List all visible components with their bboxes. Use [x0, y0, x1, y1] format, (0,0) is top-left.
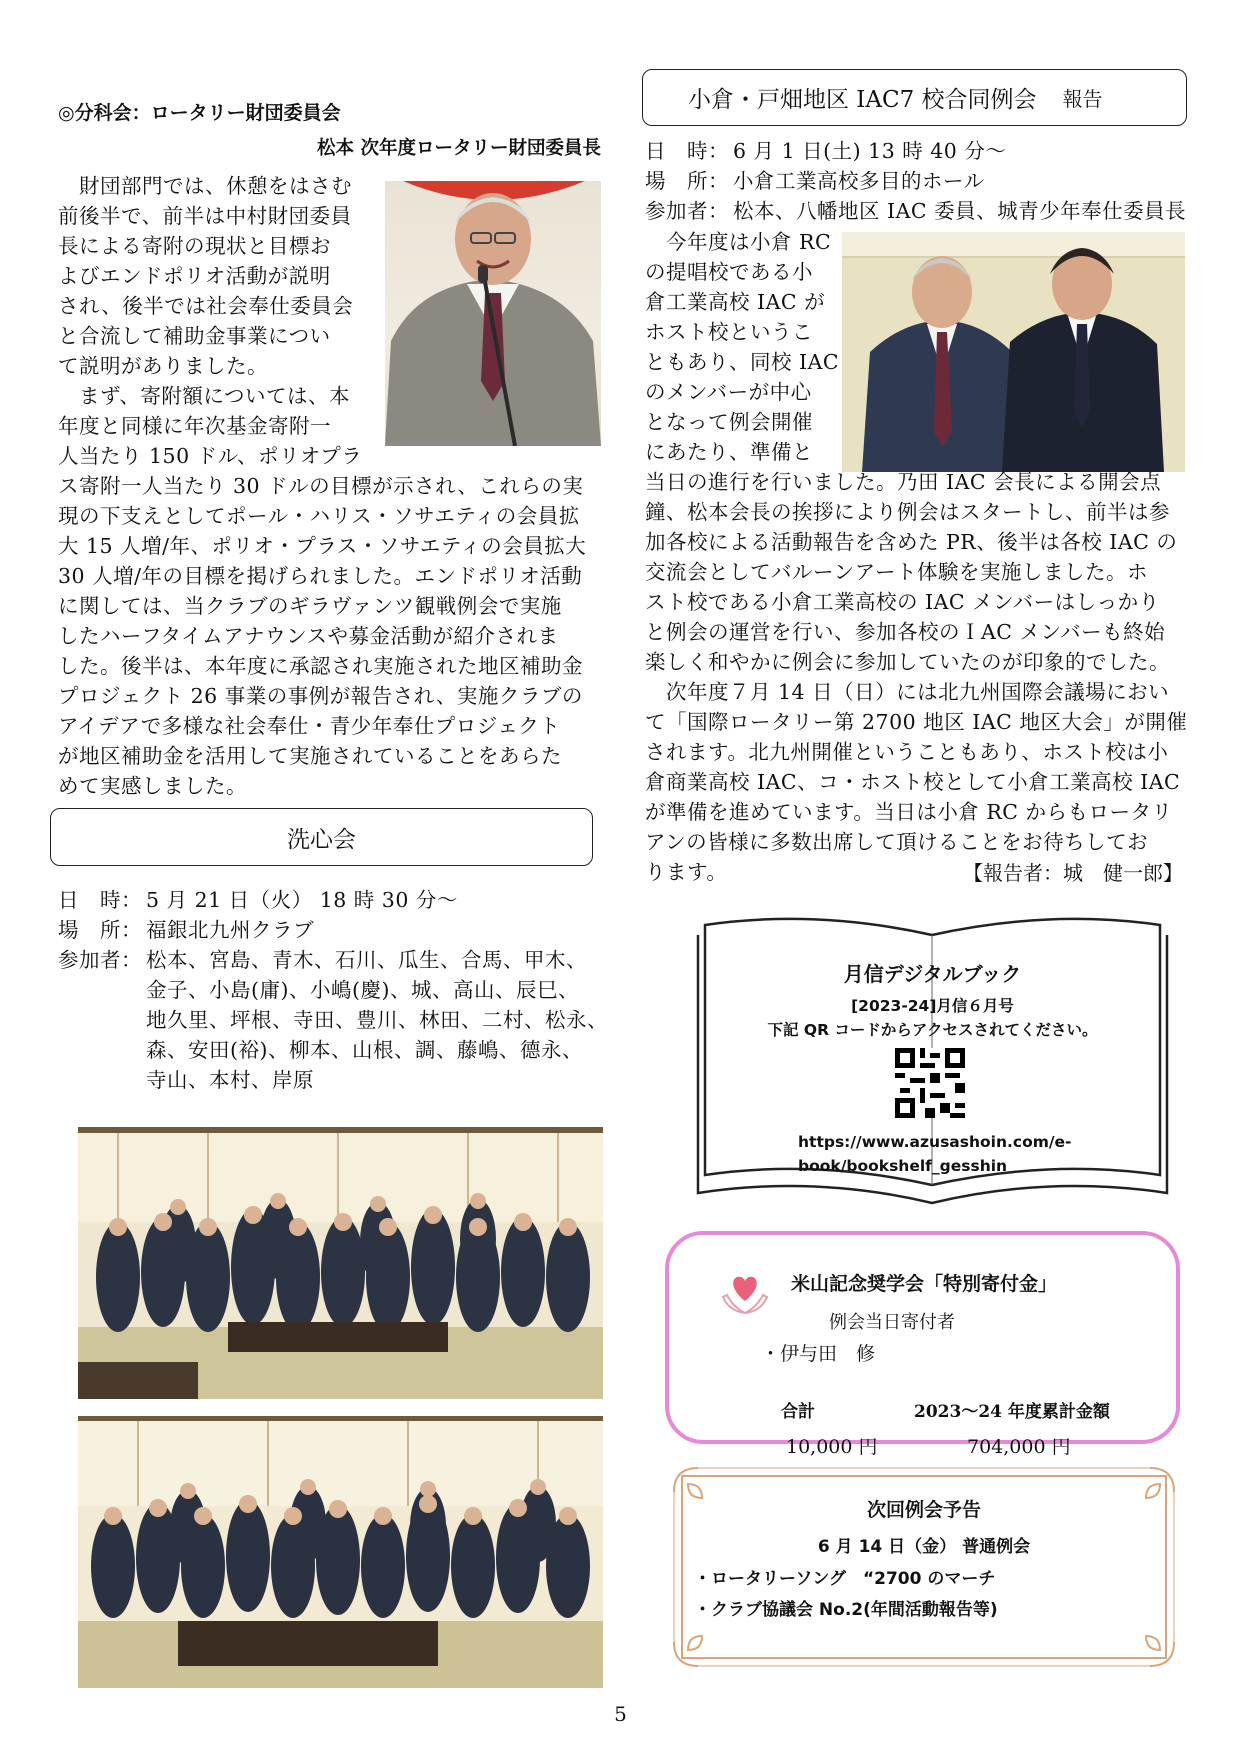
text-line: 人当たり 150 ドル、ポリオプラ: [58, 444, 363, 468]
place-label: 場 所：: [58, 918, 142, 942]
text-line: 年度と同様に年次基金寄附一: [58, 414, 331, 438]
scholarship-title: 米山記念奨学会「特別寄付金」: [791, 1273, 1058, 1295]
iac-photo: [842, 232, 1185, 472]
text-line: よびエンドポリオ活動が説明: [58, 264, 331, 288]
next-meeting-item: ・クラブ協議会 No.2(年間活動報告等): [694, 1600, 998, 1620]
total-value: 10,000 円: [786, 1436, 878, 1458]
text-line: ス寄附一人当たり 30 ドルの目標が示され、これらの実: [58, 474, 584, 498]
text-line: となって例会開催: [645, 410, 813, 434]
attendees-line: 地久里、坪根、寺田、豊川、林田、二村、松永、: [146, 1008, 608, 1032]
text-line: まず、寄附額については、本: [58, 384, 350, 408]
book-url[interactable]: [798, 1130, 1072, 1178]
text-line: と例会の運営を行い、参加各校のＩAC メンバーも終始: [645, 620, 1166, 644]
text-line: プロジェクト 26 事業の事例が報告され、実施クラブの: [58, 684, 583, 708]
text-line: 当日の進行を行いました。乃田 IAC 会長による開会点: [645, 470, 1162, 494]
left-text-full: [58, 471, 586, 801]
iac-attendees: 松本、八幡地区 IAC 委員、城青少年奉仕委員長: [733, 199, 1187, 223]
meeting-place: 福銀北九州クラブ: [146, 918, 314, 942]
text-line: 倉商業高校 IAC、コ・ホスト校として小倉工業高校 IAC: [645, 770, 1181, 794]
next-meeting-item: ・ロータリーソング “2700 のマーチ: [694, 1569, 996, 1589]
text-line: 長による寄附の現状と目標お: [58, 234, 331, 258]
attendees-line: 寺山、本村、岸原: [146, 1068, 314, 1092]
meeting-date: 5 月 21 日（火） 18 時 30 分～: [146, 888, 458, 912]
text-line: のメンバーが中心: [645, 380, 812, 404]
senshinkai-title-box: [50, 808, 593, 866]
text-line: 大 15 人増/年、ポリオ・プラス・ソサエティの会員拡大: [58, 534, 587, 558]
page-number: 5: [614, 1702, 627, 1726]
text-line: と合流して補助金事業につい: [58, 324, 331, 348]
iac-title-box: [642, 69, 1187, 126]
text-line: アンの皆様に多数出席して頂けることをお待ちしてお: [645, 830, 1149, 854]
digital-book-frame: [695, 913, 1170, 1213]
text-line: て説明がありました。: [58, 354, 268, 378]
text-line: の提唱校である小: [645, 260, 813, 284]
iac-text-beside-photo: [645, 227, 839, 467]
text-line: 楽しく和やかに例会に参加していたのが印象的でした。: [645, 650, 1170, 674]
next-meeting-date: 6 月 14 日（金） 普通例会: [817, 1537, 1031, 1557]
cumulative-value: 704,000 円: [967, 1436, 1071, 1458]
book-title: 月信デジタルブック: [843, 962, 1022, 986]
senshinkai-details: [58, 885, 608, 1095]
text-line: が地区補助金を活用して実施されていることをあらた: [58, 744, 562, 768]
scholarship-subtitle: 例会当日寄付者: [829, 1312, 955, 1333]
text-line: に関しては、当クラブのギラヴァンツ観戦例会で実施: [58, 594, 562, 618]
iac-title-suffix: 報告: [1062, 87, 1103, 111]
qr-code-icon[interactable]: [895, 1048, 965, 1118]
book-issue: [2023-24]月信６月号: [851, 997, 1014, 1015]
iac-place: 小倉工業高校多目的ホール: [733, 169, 985, 193]
speaker-photo: [385, 181, 601, 446]
text-line: 次年度７月 14 日（日）には北九州国際会議場におい: [645, 680, 1170, 704]
text-line: 30 人増/年の目標を掲げられました。エンドポリオ活動: [58, 564, 583, 588]
date-label: 日 時：: [645, 139, 729, 163]
cumulative-label: 2023～24 年度累計金額: [914, 1402, 1110, 1422]
attendees-list: [146, 945, 608, 1095]
text-line: ともあり、同校 IAC: [645, 350, 840, 374]
attendees-label: 参加者：: [645, 199, 729, 223]
text-line: にあたり、準備と: [645, 440, 813, 464]
text-line: スト校である小倉工業高校の IAC メンバーはしっかり: [645, 590, 1160, 614]
group-photo-1: [78, 1127, 603, 1399]
text-line: 現の下支えとしてポール・ハリス・ソサエティの会員拡: [58, 504, 580, 528]
section-title: ◎分科会：ロータリー財団委員会: [58, 102, 341, 124]
text-line: て「国際ロータリー第 2700 地区 IAC 地区大会」が開催: [645, 710, 1188, 734]
text-line: めて実感しました。: [58, 774, 247, 798]
text-line: 前後半で、前半は中村財団委員: [58, 204, 352, 228]
attendees-line: 金子、小島(庸)、小嶋(慶)、城、高山、辰巳、: [146, 978, 579, 1002]
attendees-line: 森、安田(裕)、柳本、山根、調、藤嶋、德永、: [146, 1038, 583, 1062]
text-line: 交流会としてバルーンアート体験を実施しました。ホ: [645, 560, 1148, 584]
text-line: 今年度は小倉 RC: [645, 230, 832, 254]
place-label: 場 所：: [645, 169, 729, 193]
iac-date: 6 月 1 日(土) 13 時 40 分～: [733, 139, 1007, 163]
text-line: 加各校による活動報告を含めた PR、後半は各校 IAC の: [645, 530, 1178, 554]
text-line: ホスト校というこ: [645, 320, 813, 344]
attendees-line: 松本、宮島、青木、石川、瓜生、合馬、甲木、: [146, 948, 587, 972]
text-line: されます。北九州開催ということもあり、ホスト校は小: [645, 740, 1169, 764]
next-meeting-frame: [668, 1462, 1180, 1672]
attendees-label: 参加者：: [58, 948, 142, 972]
scholarship-box: [665, 1231, 1180, 1458]
scholarship-donor: ・伊与田 修: [761, 1343, 876, 1365]
iac-details: [645, 136, 1186, 226]
text-line: した。後半は、本年度に承認され実施された地区補助金: [58, 654, 583, 678]
text-line: され、後半では社会奉仕委員会: [58, 294, 354, 318]
text-line: 倉工業高校 IAC が: [645, 290, 826, 314]
date-label: 日 時：: [58, 888, 142, 912]
text-line: 鐘、松本会長の挨拶により例会はスタートし、前半は参: [645, 500, 1170, 524]
senshinkai-title: 洗心会: [287, 826, 356, 853]
text-line: 財団部門では、休憩をはさむ: [58, 174, 352, 198]
book-url-line[interactable]: https://www.azusashoin.com/e-: [798, 1133, 1072, 1151]
speaker-name: 松本 次年度ロータリー財団委員長: [317, 138, 601, 159]
book-url-line[interactable]: book/bookshelf_gesshin: [798, 1157, 1008, 1175]
next-meeting-title: 次回例会予告: [866, 1499, 981, 1521]
text-line: ります。: [645, 860, 728, 884]
iac-title: 小倉・戸畑地区 IAC7 校合同例会: [688, 87, 1037, 113]
reporter: 【報告者：城 健一郎】: [963, 861, 1183, 885]
left-text-beside-photo: [58, 171, 362, 471]
book-instruction: 下記 QR コードからアクセスされてください。: [767, 1021, 1098, 1039]
text-line: が準備を進めています。当日は小倉 RC からもロータリ: [645, 800, 1173, 824]
group-photo-2: [78, 1416, 603, 1688]
iac-text-full: [645, 467, 1187, 887]
text-line: したハーフタイムアナウンスや募金活動が紹介されま: [58, 624, 559, 648]
total-label: 合計: [781, 1402, 815, 1422]
text-line: アイデアで多様な社会奉仕・青少年奉仕プロジェクト: [58, 714, 561, 738]
heart-hands-icon: [719, 1267, 771, 1319]
